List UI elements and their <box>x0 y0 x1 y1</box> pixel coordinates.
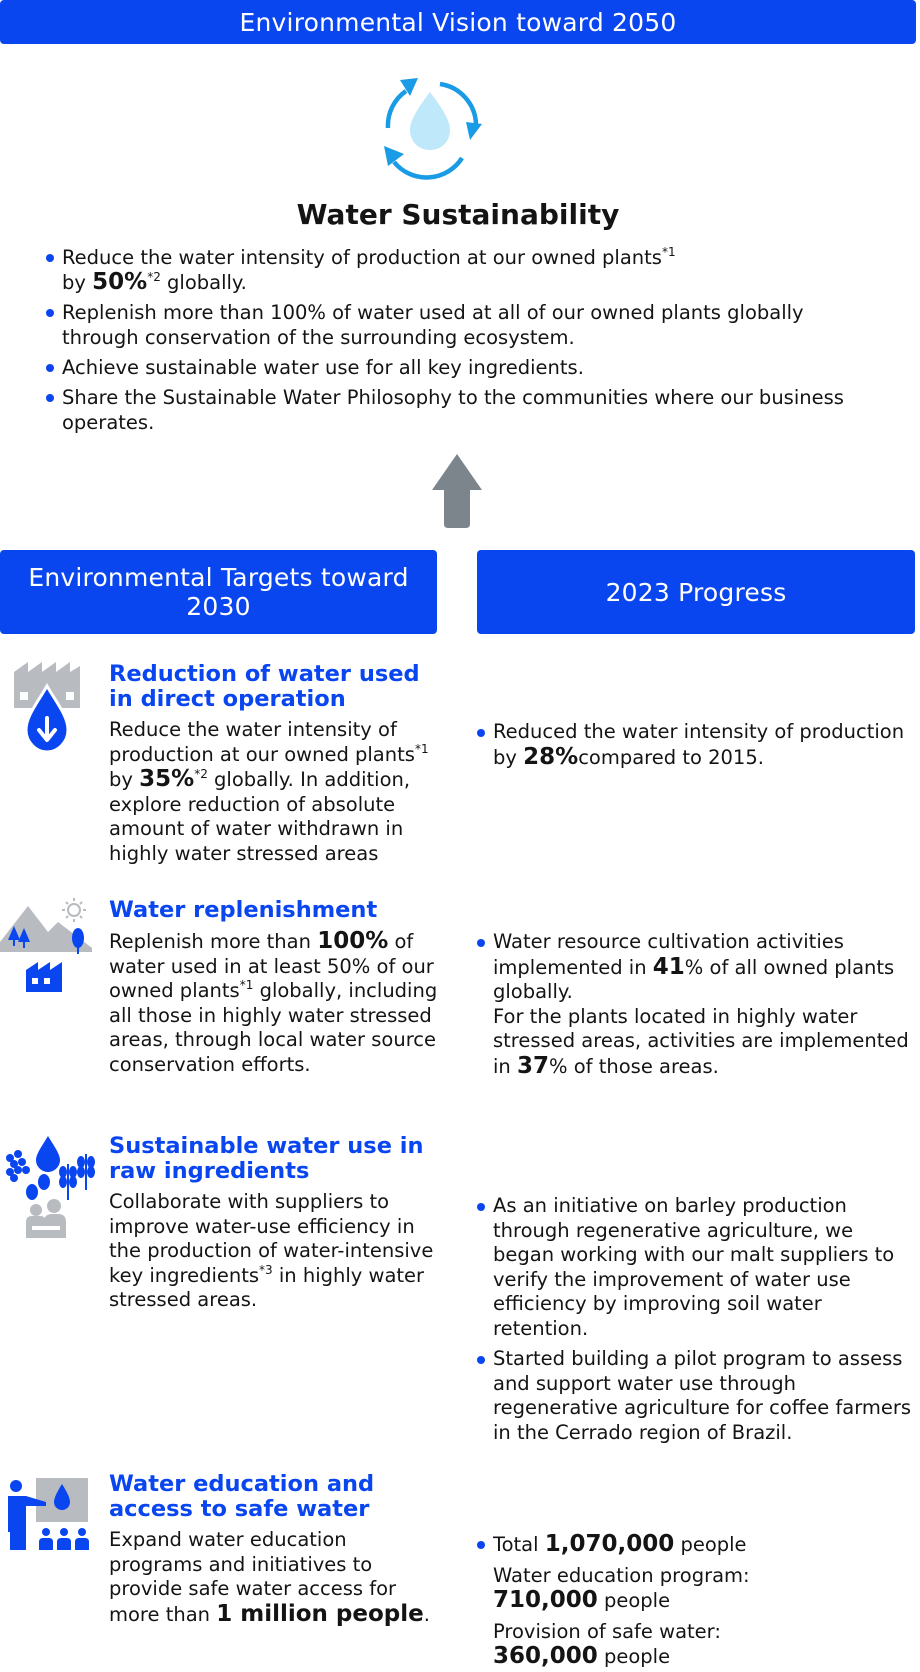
progress-text: % of all owned plants globally. <box>493 955 895 1003</box>
targets-header <box>0 550 437 634</box>
vision-bullet <box>46 300 866 350</box>
vision-bullet-list <box>46 245 866 440</box>
progress-text: Total <box>493 1533 545 1556</box>
progress-item <box>477 930 917 1079</box>
footnote-mark: *1 <box>414 741 429 756</box>
target-title: Water education and access to safe water <box>109 1471 375 1522</box>
progress-reduction <box>477 720 917 770</box>
progress-education-program <box>477 1564 917 1614</box>
description-text: by <box>109 768 140 791</box>
unit-label: people <box>597 1645 671 1668</box>
description-text: Expand water education programs and initiatives to provide safe water access for more than <box>109 1528 397 1626</box>
target-title: Sustainable water use in raw ingredients <box>109 1133 424 1184</box>
progress-safe-water <box>477 1620 917 1670</box>
target-description <box>109 1190 439 1313</box>
vision-title-banner <box>0 0 916 44</box>
target-reduction <box>109 662 439 866</box>
progress-item <box>477 1347 917 1445</box>
progress-header-label: 2023 Progress <box>605 577 787 607</box>
target-description <box>109 718 439 866</box>
bullet-text: Reduce the water intensity of production at our owned plants <box>62 246 662 269</box>
crops-water-icon <box>2 1134 98 1238</box>
progress-text: Provision of safe water: <box>493 1619 721 1643</box>
description-text: in highly water stressed areas. <box>109 1263 425 1311</box>
highlight-value: 360,000 <box>493 1643 598 1669</box>
mountain-factory-icon <box>0 896 96 992</box>
progress-text: Water education program: <box>493 1563 750 1587</box>
highlight-value: 100% <box>317 928 389 954</box>
description-text: globally, including all those in highly water stressed areas, through local water source conservation efforts. <box>109 979 438 1076</box>
unit-label: people <box>597 1589 671 1612</box>
progress-raw-ingredients <box>477 1194 917 1445</box>
highlight-value: 37 <box>516 1052 549 1079</box>
highlight-value: 710,000 <box>493 1587 598 1613</box>
highlight-value: 1,070,000 <box>544 1531 675 1557</box>
bullet-text: globally. <box>160 271 247 294</box>
footnote-mark: *2 <box>194 767 208 781</box>
bullet-text: by <box>62 271 93 294</box>
vision-bullet <box>46 385 866 435</box>
bullet-text: Share the Sustainable Water Philosophy to the communities where our business operates. <box>62 386 844 434</box>
target-description <box>109 929 439 1077</box>
description-text: . <box>423 1602 430 1626</box>
factory-water-drop-icon <box>14 662 82 758</box>
highlight-value: 41 <box>652 953 685 980</box>
progress-replenishment <box>477 930 917 1079</box>
unit-label: people <box>674 1533 747 1556</box>
progress-text: % of those areas. <box>549 1054 719 1078</box>
vision-heading: Water Sustainability <box>296 198 620 231</box>
footnote-mark: *1 <box>239 978 254 992</box>
education-presentation-icon <box>6 1476 90 1552</box>
water-cycle-icon <box>370 66 490 186</box>
highlight-value: 1 million people <box>216 1600 424 1627</box>
progress-total <box>477 1532 917 1558</box>
progress-text: For the plants located in highly water stressed areas, activities are implemented in <box>493 1004 909 1078</box>
vision-bullet <box>46 355 866 380</box>
targets-header-label: Environmental Targets toward 2030 <box>28 563 409 621</box>
highlight-value: 35% <box>139 766 195 792</box>
target-title: Water replenishment <box>109 897 378 923</box>
bullet-text: Replenish more than 100% of water used at all of our owned plants globally through conservation of the surrounding ecosystem. <box>62 301 804 349</box>
footnote-mark: *1 <box>661 245 676 259</box>
bullet-text: Achieve sustainable water use for all key ingredients. <box>62 356 584 379</box>
description-text: Reduce the water intensity of production at our owned plants <box>109 718 415 766</box>
target-title: Reduction of water used in direct operation <box>109 661 420 712</box>
progress-item <box>477 720 917 770</box>
progress-text: compared to 2015. <box>578 745 764 769</box>
highlight-value: 50% <box>92 269 148 295</box>
progress-item <box>477 1194 917 1341</box>
vision-bullet <box>46 245 866 295</box>
target-description <box>109 1528 439 1627</box>
vision-title: Environmental Vision toward 2050 <box>239 7 677 37</box>
description-text: of water used in at least 50% of our owned plants <box>109 930 434 1002</box>
progress-text: As an initiative on barley production through regenerative agriculture, we began working with our malt suppliers to verify the improvement of water use efficiency by improving soil water retention. <box>493 1194 895 1340</box>
progress-text: Started building a pilot program to assess and support water use through regenerative agriculture for coffee farmers in the Cerrado region of Brazil. <box>493 1347 912 1444</box>
up-arrow-icon <box>430 452 484 528</box>
progress-text: Reduced the water intensity of production by <box>493 720 905 769</box>
footnote-mark: *3 <box>259 1262 273 1277</box>
target-raw-ingredients <box>109 1134 439 1313</box>
target-education <box>109 1472 439 1627</box>
description-text: Replenish more than <box>109 930 318 953</box>
progress-header <box>477 550 915 634</box>
target-replenishment <box>109 898 439 1077</box>
highlight-value: 28% <box>523 743 579 770</box>
progress-education <box>477 1532 917 1670</box>
description-text: globally. In addition, explore reduction of absolute amount of water withdrawn in highly water stressed areas <box>109 768 411 865</box>
description-text: Collaborate with suppliers to improve water-use efficiency in the production of water-intensive key ingredients <box>109 1190 434 1287</box>
progress-text: Water resource cultivation activities implemented in <box>493 930 844 979</box>
footnote-mark: *2 <box>147 270 161 284</box>
